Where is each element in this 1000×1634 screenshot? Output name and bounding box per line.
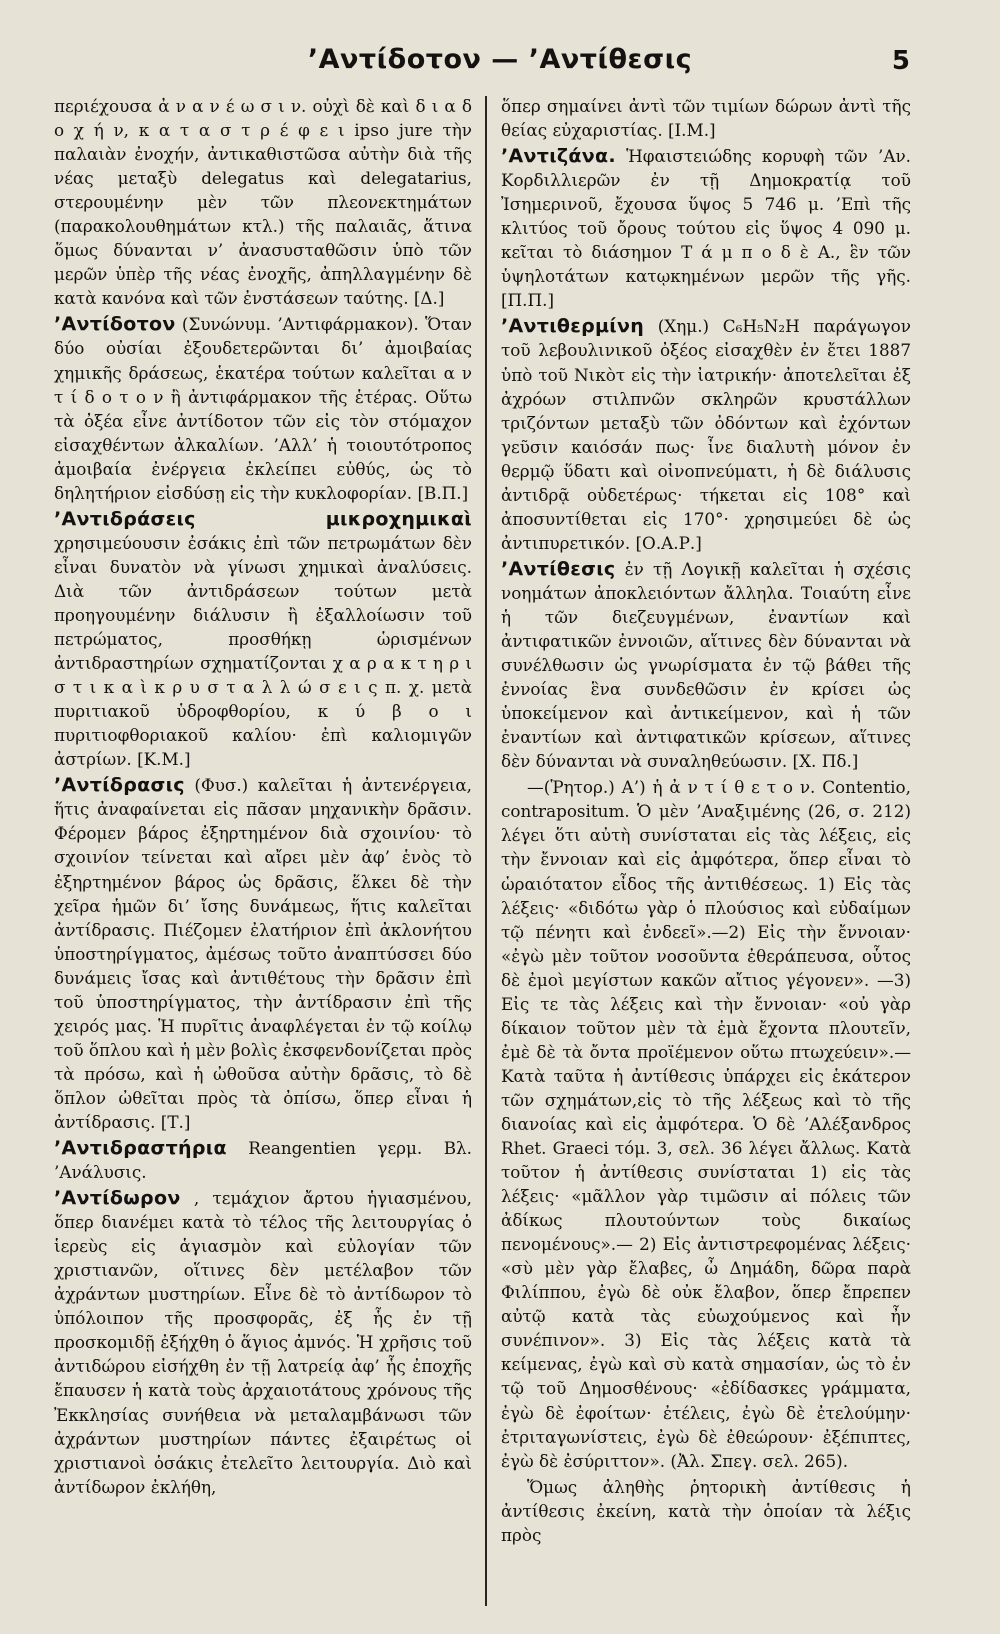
entry-headword: ’Αντίδρασις — [54, 774, 185, 797]
page-number: 5 — [891, 46, 910, 76]
dictionary-entry — [54, 1186, 472, 1499]
entry-text: περιέχουσα ἀ ν α ν έ ω σ ι ν. οὐχὶ δὲ καὶ δ ι α δ ο χ ή ν, κ α τ α σ τ ρ έ φ ε ι ipso jure τὴν παλαιὰν ἐνοχήν, ἀντικαθιστῶσα αὐτὴν διὰ τῆς νέας μεταξὺ delegatus καὶ delegatarius, στερουμένην μὲν τῶν πλεονεκτημάτων (παρακολουθημάτων κτλ.) τῆς παλαιᾶς, ἅτινα ὅμως δύνανται ν’ ἀνασυσταθῶσιν ὑπὸ τῶν μερῶν ὑπὲρ τῆς νέας ἐνοχῆς, ἀπηλλαγμένην δὲ κατὰ κανόνα καὶ τῶν ἐνστάσεων ταύτης. [Δ.] — [54, 96, 472, 309]
dictionary-entry — [54, 1136, 472, 1184]
entry-text: Reangentien γερμ. Βλ. ’Ανάλυσις. — [54, 1138, 472, 1183]
running-title: ’Αντίδοτον — ’Αντίθεσις — [307, 44, 693, 75]
entry-text: (Συνώνυμ. ’Αντιφάρμακον). Ὅταν δύο οὐσίαι ἐξουδετερῶνται δι’ ἀμοιβαίας χημικῆς δράσεως, ἑκατέρα τούτων καλεῖται α ν τ ί δ ο τ ο ν ἢ ἀντιφάρμακον τῆς ἑτέρας. Οὕτω τὰ ὀξέα εἶνε ἀντίδοτον τῶν εἰς τὸν στόμαχον εἰσαχθέντων ἀλκαλίων. ’Αλλ’ ἡ τοιουτότροπος ἀμοιβαία ἐνέργεια ἐκλείπει εὐθύς, ὡς τὸ δηλητήριον εἰσδύσῃ εἰς τὴν κυκλοφορίαν. [Β.Π.] — [54, 314, 472, 503]
entry-text: ὅπερ σημαίνει ἀντὶ τῶν τιμίων δώρων ἀντὶ τῆς θείας εὐχαριστίας. [Ι.Μ.] — [501, 96, 911, 141]
dictionary-entry — [501, 557, 911, 773]
entry-headword: ’Αντίδοτον — [54, 313, 176, 336]
dictionary-entry — [54, 94, 472, 310]
entry-headword: ’Αντιδράσεις μικροχημικαὶ — [54, 507, 472, 530]
column-divider — [485, 96, 487, 1606]
entry-text: ἐν τῇ Λογικῇ καλεῖται ἡ σχέσις νοημάτων ἀποκλειόντων ἄλληλα. Τοιαύτη εἶνε ἡ τῶν διεζευγμένων, ἐναντίων καὶ ἀντιφατικῶν ἐννοιῶν, αἵτινες δὲν δύνανται νὰ συνέλθωσιν ὡς γνωρίσματα ἐν τῷ βάθει τῆς ἐννοίας ἓνα συνδεθῶσιν ἐν κρίσει ὡς ὑποκείμενον καὶ ἀντικείμενον, καὶ ἡ τῶν ἐναντίων καὶ ἀντιφατικῶν κρίσεων, αἵτινες δὲν δύνανται νὰ συναληθεύωσιν. [Χ. Πδ.] — [501, 558, 911, 772]
entry-text: Ὅμως ἀληθὴς ῥητορικὴ ἀντίθεσις ἡ ἀντίθεσις ἐκείνη, κατὰ τὴν ὁποίαν τὰ λέξις πρὸς — [501, 1476, 911, 1545]
left-column — [54, 94, 472, 1610]
dictionary-entry — [501, 314, 911, 554]
entry-headword: ’Αντιζάνα. — [501, 145, 616, 168]
entry-text: , τεμάχιον ἄρτου ἡγιασμένου, ὅπερ διανέμει κατὰ τὸ τέλος τῆς λειτουργίας ὁ ἱερεὺς εἰς ἁγιασμὸν καὶ εὐλογίαν τῶν χριστιανῶν, οἵτινες δὲν μετέλαβον τῶν ἀχράντων μυστηρίων. Εἶνε δὲ τὸ ἀντίδωρον τὸ ὑπόλοιπον τῆς προσφορᾶς, ἐξ ἧς ἐν τῇ προσκομιδῇ ἐξήχθη ὁ ἅγιος ἀμνός. Ἡ χρῆσις τοῦ ἀντιδώρου εἰσήχθη ἐν τῇ λατρείᾳ ἀφ’ ἧς ἐποχῆς ἔπαυσεν ἡ κατὰ τοὺς ἀρχαιοτάτους χρόνους τῆς Ἐκκλησίας συνήθεια νὰ μεταλαμβάνωσι τῶν ἀχράντων μυστηρίων πάντες ἐξαιρέτως οἱ χριστιανοὶ ὁσάκις ἐτελεῖτο λειτουργία. Διὸ καὶ ἀντίδωρον ἐκλήθη, — [54, 1188, 472, 1497]
dictionary-entry — [501, 94, 911, 142]
right-column — [501, 94, 911, 1610]
dictionary-entry — [54, 507, 472, 772]
entry-text: (Χημ.) C₆H₅N₂H παράγωγον τοῦ λεβουλινικοῦ ὀξέος εἰσαχθὲν ἐν ἔτει 1887 ὑπὸ τοῦ Νικὸτ εἰς τὴν ἰατρικήν· ἀποτελεῖται ἐξ ἀχρόων στιλπνῶν σκληρῶν κρυστάλλων τριζόντων μεταξὺ τῶν ὀδόντων καὶ ἐχόντων γεῦσιν καιόσάν πως· ἶνε διαλυτὴ μόνον ἐν θερμῷ ὕδατι καὶ οἰνοπνεύματι, ἡ δὲ διάλυσις ἀντιδρᾷ οὐδετέρως· τήκεται εἰς 108° καὶ ἀποσυντίθεται εἰς 170°· χρησιμεύει δὲ ὡς ἀντιπυρετικόν. [Ο.Α.Ρ.] — [501, 316, 911, 553]
entry-text: Ἡφαιστειώδης κορυφὴ τῶν ’Αν. Κορδιλλιερῶν ἐν τῇ Δημοκρατίᾳ τοῦ Ἰσημερινοῦ, ἔχουσα ὕψος 5 746 μ. ’Επὶ τῆς κλιτύος τοῦ ὄρους τούτου εἰς ὕψος 4 090 μ. κεῖται τὸ διάσημον Τ ά μ π ο δ ὲ Α., ἓν τῶν ὑψηλοτάτων κατῳκημένων μερῶν τῆς γῆς. [Π.Π.] — [501, 146, 911, 311]
dictionary-entry — [501, 1475, 911, 1547]
entry-headword: ’Αντίδωρον — [54, 1187, 181, 1210]
dictionary-entry — [501, 775, 911, 1472]
entry-headword: ’Αντιδραστήρια — [54, 1137, 227, 1160]
entry-text: —(Ῥητορ.) Α’) ἡ ἀ ν τ ί θ ε τ ο ν. Contentio, contrapositum. Ὁ μὲν ’Αναξιμένης (26, σ. 212) λέγει ὅτι αὐτὴ συνίσταται εἰς τὰς λέξεις, εἰς τὴν ἔννοιαν καὶ εἰς ἀμφότερα, ὅπερ εἶναι τὸ ὡραιότατον εἶδος τῆς ἀντιθέσεως. 1) Εἰς τὰς λέξεις· «διδότω γὰρ ὁ πλούσιος καὶ εὐδαίμων τῷ πένητι καὶ ἐνδεεῖ».—2) Εἰς τὴν ἔννοιαν· «ἐγὼ μὲν τοῦτον νοσοῦντα ἐθεράπευσα, οὗτος δὲ ἐμοὶ μεγίστων κακῶν αἴτιος γέγονεν». —3) Εἰς τε τὰς λέξεις καὶ τὴν ἔννοιαν· «οὐ γὰρ δίκαιον τοῦτον μὲν τὰ ἐμὰ ἔχοντα πλουτεῖν, ἐμὲ δὲ τὰ ὄντα προϊέμενον οὕτω πτωχεύειν».—Κατὰ ταῦτα ἡ ἀντίθεσις ὑπάρχει εἰς ἑκάτερον τῶν σχημάτων,εἰς τὸ τῆς λέξεως καὶ τὸ τῆς διανοίας καὶ εἰς ἀμφότερα. Ὁ δὲ ’Αλέξανδρος Rhet. Graeci τόμ. 3, σελ. 36 λέγει ἄλλως. Κατὰ τοῦτον ἡ ἀντίθεσις συνίσταται 1) εἰς τὰς λέξεις· «μᾶλλον γὰρ τιμῶσιν αἱ πόλεις τῶν ἀδίκως πλουτούντων τοὺς δικαίως πενομένους».— 2) Εἰς ἀντιστρεφομένας λέξεις· «σὺ μὲν γὰρ ἔλαβες, ὦ Δημάδη, δῶρα παρὰ Φιλίππου, ἐγὼ δὲ οὐκ ἔλαβον, ὅπερ ἔπρεπεν αὐτῷ κατὰ τὰς εὐωχούμενος καὶ ἦν συνέπινον». 3) Εἰς τὰς λέξεις κατὰ τὰ κείμενας, ἐγὼ καὶ σὺ κατὰ σημασίαν, ὡς τὸ ἐν τῷ τοῦ Δημοσθένους· «ἐδίδασκες γράμματα, ἐγὼ δὲ ἐφοίτων· ἐτέλεις, ἐγὼ δὲ ἐτελούμην· ἐτριταγωνίστεις, ἐγὼ δὲ ἐθεώρουν· ἐξέπιπτες, ἐγὼ δὲ ἐσύριττον». (Ἀλ. Σπεγ. σελ. 265). — [501, 777, 911, 1471]
page-header — [0, 44, 1000, 84]
entry-text: χρησιμεύουσιν ἐσάκις ἐπὶ τῶν πετρωμάτων δὲν εἶναι δυνατὸν νὰ γίνωσι χημικαὶ ἀναλύσεις. Διὰ τῶν ἀντιδράσεων τούτων μετὰ προηγουμένην διάλυσιν ἢ ἐξαλλοίωσιν τοῦ πετρώματος, προσθήκῃ ὡρισμένων ἀντιδραστηρίων σχηματίζονται χ α ρ α κ τ η ρ ι σ τ ι κ α ὶ κ ρ υ σ τ α λ λ ώ σ ε ι ς π. χ. μετὰ πυριτιακοῦ ὑδροφθορίου, κ ύ β ο ι πυριτιοφθοριακοῦ καλίου· ἐπὶ καλιομιγῶν ἀστρίων. [Κ.Μ.] — [54, 532, 472, 770]
dictionary-entry — [54, 312, 472, 504]
entry-headword: ’Αντίθεσις — [501, 557, 616, 580]
entry-text: (Φυσ.) καλεῖται ἡ ἀντενέργεια, ἥτις ἀναφαίνεται εἰς πᾶσαν μηχανικὴν δρᾶσιν. Φέρομεν βάρος ἐξηρτημένον διὰ σχοινίου· τὸ σχοινίον τείνεται καὶ αἴρει μὲν ἀφ’ ἑνὸς τὸ ἐξηρτημένον βάρος ὡς δρᾶσις, ἕλκει δὲ τὴν χεῖρα ἡμῶν δι’ ἴσης δυνάμεως, ἥτις καλεῖται ἀντίδρασις. Πιέζομεν ἐλατήριον ἐπὶ ἀκλονήτου ὑποστηρίγματος, ἀμέσως τοῦτο ἀναπτύσσει δύο δυνάμεις ἴσας καὶ ἀντιθέτους τὴν δρᾶσιν ἐπὶ τοῦ ὑποστηρίγματος, τὴν ἀντίδρασιν ἐπὶ τῆς χειρός μας. Ἡ πυρῖτις ἀναφλέγεται ἐν τῷ κοίλῳ τοῦ ὅπλου καὶ ἡ μὲν βολὶς ἐκσφενδονίζεται πρὸς τὰ πρόσω, καὶ ἡ ὠθοῦσα αὐτὴν δρᾶσις, τὸ δὲ ὅπλον ὠθεῖται πρὸς τὰ ὀπίσω, ὅπερ εἶναι ἡ ἀντίδρασις. [Τ.] — [54, 775, 472, 1132]
entry-headword: ’Αντιθερμίνη — [501, 315, 645, 338]
dictionary-entry — [54, 773, 472, 1134]
dictionary-entry — [501, 144, 911, 312]
